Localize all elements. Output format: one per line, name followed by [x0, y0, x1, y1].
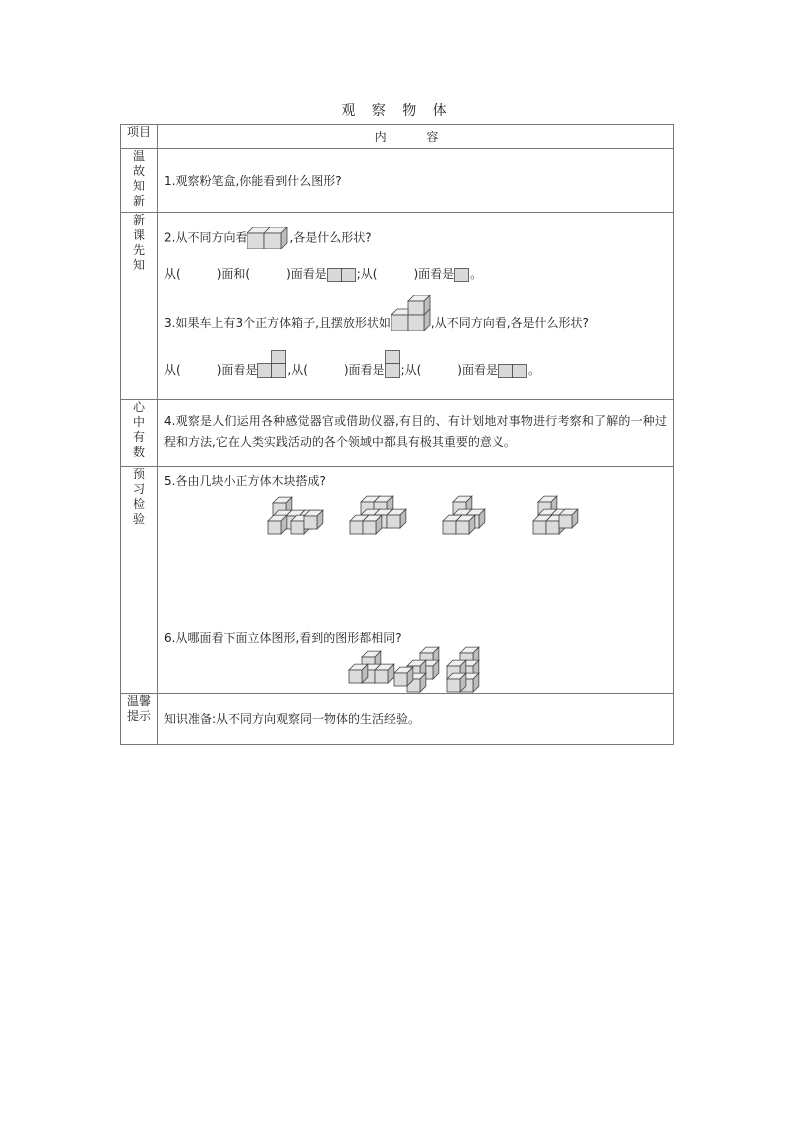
row-check-content: [158, 467, 674, 694]
row-label-review: 温故知新: [121, 149, 158, 213]
row-label-check: 预习检验: [121, 467, 158, 694]
row-label-concept: 心中有数: [121, 400, 158, 467]
question-6: 6.从哪面看下面立体图形,看到的图形都相同?: [164, 631, 402, 645]
two-square-view-2: [498, 364, 528, 378]
cube: [559, 509, 578, 528]
question-2: 2.从不同方向看 ,各是什么形状?: [164, 227, 372, 249]
cube: [349, 664, 368, 683]
cube: [456, 515, 475, 534]
answer-3: 从( )面看是 ,从( )面看是 ;从( )面看是 。: [164, 363, 540, 378]
one-square-view: [454, 268, 470, 282]
three-cube-figure: [391, 295, 431, 331]
row-preview-content: [158, 213, 674, 400]
row-label-preview: 新课先知: [121, 213, 158, 400]
cube: [375, 664, 394, 683]
tip-text: 知识准备:从不同方向观察同一物体的生活经验。: [164, 712, 421, 726]
cube: [268, 515, 287, 534]
concept-text: 4.观察是人们运用各种感觉器官或借助仪器,有目的、有计划地对事物进行考察和了解的一种过程和方法,它在人类实践活动的各个领域中都具有极其重要的意义。: [164, 414, 667, 449]
row-concept-content: [158, 400, 674, 467]
worksheet-table: [120, 124, 674, 745]
cube: [363, 515, 382, 534]
two-cube-figure: [247, 227, 289, 249]
cube: [304, 510, 323, 529]
question-5: 5.各由几块小正方体木块搭成?: [164, 474, 326, 488]
answer-2: 从( )面和( )面看是 ;从( )面看是 。: [164, 267, 483, 281]
cube-structures-q6: [348, 647, 498, 693]
cube: [394, 667, 413, 686]
question-3: 3.如果车上有3个正方体箱子,且摆放形状如 ,从不同方向看,各是什么形状?: [164, 316, 589, 331]
header-item: 项目: [121, 125, 158, 149]
cube: [387, 509, 406, 528]
cube-structures-q5: [258, 489, 558, 544]
row-label-tip: 温馨提示: [121, 694, 158, 745]
question-1: 1.观察粉笔盒,你能看到什么图形?: [164, 174, 342, 188]
row-tip-content: [158, 694, 674, 745]
vertical-two-square-view: [385, 350, 401, 378]
two-square-view: [327, 268, 357, 282]
row-review-content: [158, 149, 674, 213]
page-title: 观 察 物 体: [341, 103, 453, 119]
l-shape-view: [257, 350, 287, 378]
header-content: 内 容: [158, 125, 674, 149]
cube: [447, 673, 466, 692]
